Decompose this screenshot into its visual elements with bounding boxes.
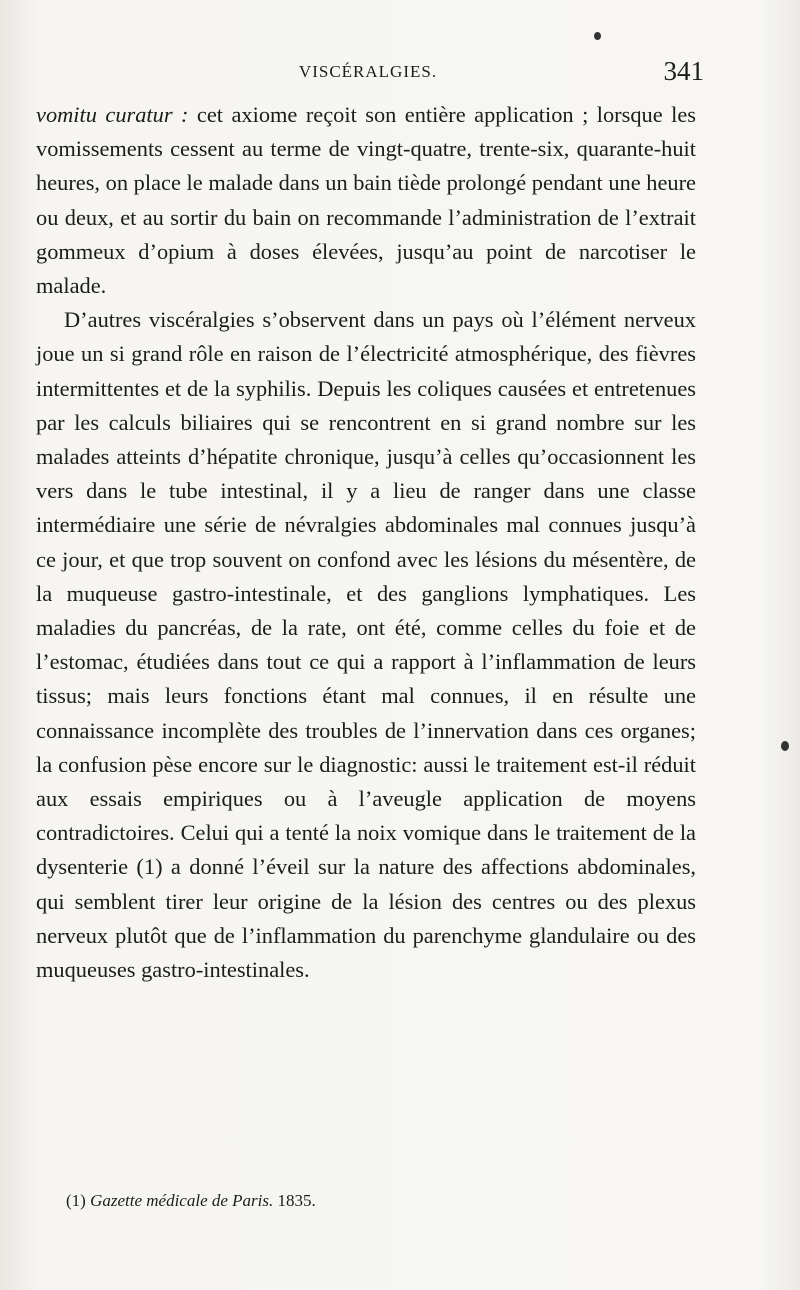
footnote <box>66 1190 666 1212</box>
page-number: 341 <box>663 56 704 86</box>
page-header <box>36 56 704 94</box>
footnote-title: Gazette médicale de Paris. <box>90 1191 274 1210</box>
footnote-year: 1835. <box>277 1191 316 1210</box>
body-text <box>36 98 696 987</box>
paragraph-2 <box>36 303 696 987</box>
running-head: VISCÉRALGIES. <box>298 62 438 81</box>
paragraph-1 <box>36 98 696 303</box>
paragraph-2-text: D’autres viscéralgies s’observent dans un pays où l’élément nerveux joue un si grand rôle en raison de l’électricité atmosphérique, des fièvres intermittentes et de la syphilis. Depuis les coliques causées et entretenues par les calculs biliaires qui se rencontrent en si grand nombre sur les malades atteints d’hépatite chronique, jusqu’à celles qu’occasionnent les vers dans le tube intestinal, il y a lieu de ranger dans une classe intermédiaire une série de névralgies abdominales mal connues jusqu’à ce jour, et que trop souvent on confond avec les lésions du mésentère, de la muqueuse gastro-intestinale, et des ganglions lymphatiques. Les maladies du pancréas, de la rate, ont été, comme celles du foie et de l’estomac, étudiées dans tout ce qui a rapport à l’inflammation de leurs tissus; mais leurs fonctions étant mal connues, il en résulte une connaissance incomplète des troubles de l’innervation dans ces organes; la confusion pèse encore sur le diagnostic: aussi le traitement est-il réduit aux essais empiriques ou à l’aveugle application de moyens contradictoires. Celui qui a tenté la noix vomique dans le traitement de la dysenterie (1) a donné l’éveil sur la nature des affections abdominales, qui semblent tirer leur origine de la lésion des centres ou des plexus nerveux plutôt que de l’inflammation du parenchyme glandulaire ou des muqueuses gastro-intestinales. <box>36 307 696 983</box>
ink-speck-margin <box>781 741 789 751</box>
paragraph-1-italic-lead: vomitu curatur : <box>36 102 189 127</box>
paragraph-1-text: cet axiome reçoit son entière application ; lorsque les vomissements cessent au terme de vingt-quatre, trente-six, quarante-huit heures, on place le malade dans un bain tiède prolongé pendant une heure ou deux, et au sortir du bain on recommande l’administration de l’extrait gommeux d’opium à doses élevées, jusqu’au point de narcotiser le malade. <box>36 102 696 299</box>
ink-speck-top <box>594 32 601 40</box>
footnote-marker: (1) <box>66 1191 86 1210</box>
